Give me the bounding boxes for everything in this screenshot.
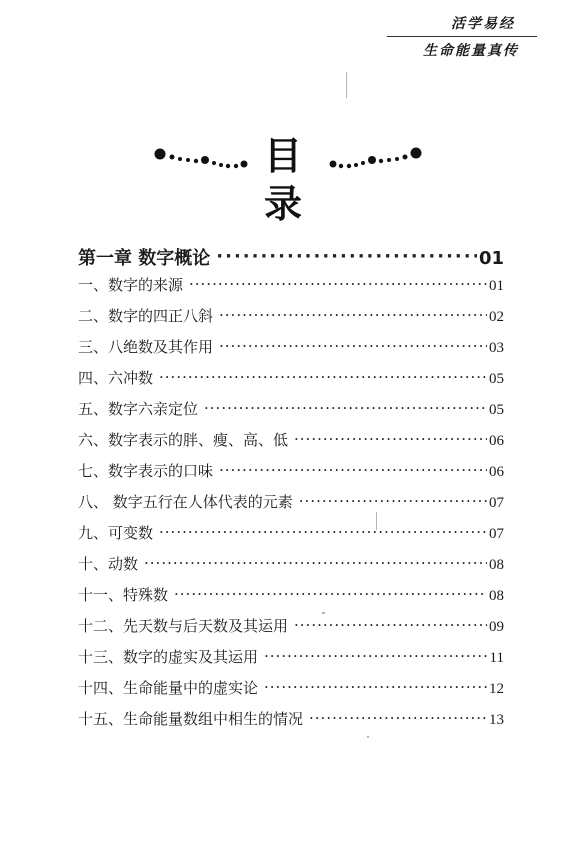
- toc-entry[interactable]: [78, 274, 504, 305]
- toc-entry-label: 三、八绝数及其作用: [78, 338, 214, 356]
- scan-artifact: [346, 72, 347, 98]
- dot-leader: [159, 523, 487, 538]
- toc-entry-label: 十二、先天数与后天数及其运用: [78, 617, 289, 635]
- toc-entry-label: 八、 数字五行在人体代表的元素: [78, 493, 293, 511]
- toc-entry-label: 一、数字的来源: [78, 276, 184, 294]
- running-header-book-title: 活学易经: [387, 14, 537, 37]
- toc-entry-page-number: 07: [489, 495, 504, 511]
- dot-leader: [219, 461, 487, 476]
- ornament-dot: [403, 155, 408, 160]
- ornament-dot: [361, 161, 365, 165]
- ornament-dot: [368, 156, 376, 164]
- toc-title-block: [0, 130, 561, 226]
- toc-entry[interactable]: [78, 491, 504, 522]
- ornament-dot: [212, 161, 216, 165]
- toc-entry-label: 十三、数字的虚实及其运用: [78, 648, 259, 666]
- toc-entry-label: 四、六冲数: [78, 369, 154, 387]
- toc-entry-label: 十一、特殊数: [78, 586, 169, 604]
- toc-entry-label: 七、数字表示的口味: [78, 462, 214, 480]
- dot-leader: [309, 709, 487, 724]
- toc-entry-page-number: 06: [489, 433, 504, 449]
- dot-leader: [144, 554, 487, 569]
- ornament-dot: [178, 157, 182, 161]
- toc-entry[interactable]: [78, 336, 504, 367]
- toc-entry[interactable]: [78, 522, 504, 553]
- toc-entry-page-number: 12: [489, 681, 504, 697]
- dot-leader: [264, 678, 487, 693]
- toc-entry-page-number: 01: [489, 278, 504, 294]
- toc-entry[interactable]: [78, 584, 504, 615]
- toc-entry-page-number: 05: [489, 371, 504, 387]
- dot-leader: [204, 399, 487, 414]
- ornament-dot: [186, 158, 190, 162]
- ornament-dot: [170, 155, 175, 160]
- toc-entry[interactable]: [78, 460, 504, 491]
- toc-entry-page-number: 06: [489, 464, 504, 480]
- toc-title: 目录: [263, 134, 316, 226]
- ornament-dot: [194, 159, 198, 163]
- toc-entry-page-number: 07: [489, 526, 504, 542]
- toc-entry-label: 十、动数: [78, 555, 139, 573]
- toc-entry[interactable]: [78, 646, 504, 677]
- toc-entry-page-number: 13: [489, 712, 504, 728]
- dot-leader: [219, 337, 487, 352]
- running-header-subtitle: 生命能量真传: [423, 43, 519, 59]
- toc-entry-page-number: 03: [489, 340, 504, 356]
- ornament-dot: [387, 158, 391, 162]
- toc-chapter-1[interactable]: [78, 244, 504, 274]
- toc-entry-label: 六、数字表示的胖、瘦、高、低: [78, 431, 289, 449]
- dot-leader: [294, 616, 487, 631]
- toc-entry-label: 第一章 数字概论: [78, 248, 211, 269]
- toc-entry[interactable]: [78, 615, 504, 646]
- dot-leader: [264, 647, 488, 662]
- table-of-contents: [78, 244, 504, 739]
- ornament-dot: [226, 164, 230, 168]
- toc-entry[interactable]: [78, 398, 504, 429]
- dot-leader: [174, 585, 487, 600]
- ornament-dot: [395, 157, 399, 161]
- dot-leader: [219, 306, 487, 321]
- dot-leader: [159, 368, 487, 383]
- running-header: [387, 14, 537, 61]
- toc-entry[interactable]: [78, 708, 504, 739]
- ornament-dot: [219, 163, 223, 167]
- toc-entry-label: 十四、生命能量中的虚实论: [78, 679, 259, 697]
- toc-entry-label: 九、可变数: [78, 524, 154, 542]
- ornament-dot: [411, 148, 422, 159]
- toc-entry-page-number: 08: [489, 588, 504, 604]
- toc-entry[interactable]: [78, 367, 504, 398]
- toc-entry-page-number: 08: [489, 557, 504, 573]
- toc-entry-label: 五、数字六亲定位: [78, 400, 199, 418]
- dot-leader: [189, 275, 487, 290]
- toc-entry-label: 十五、生命能量数组中相生的情况: [78, 710, 304, 728]
- toc-entry[interactable]: [78, 553, 504, 584]
- toc-entry-page-number: 01: [478, 248, 504, 269]
- dot-leader: [216, 246, 477, 264]
- toc-entry-page-number: 05: [489, 402, 504, 418]
- ornament-dot: [379, 159, 383, 163]
- dot-leader: [299, 492, 487, 507]
- toc-entry-page-number: 09: [489, 619, 504, 635]
- toc-entry[interactable]: [78, 429, 504, 460]
- ornament-dot: [347, 164, 351, 168]
- dot-leader: [294, 430, 487, 445]
- toc-entry-page-number: 11: [489, 650, 504, 666]
- ornament-dot: [234, 164, 238, 168]
- toc-entry-label: 二、数字的四正八斜: [78, 307, 214, 325]
- ornament-dot: [354, 163, 358, 167]
- ornament-dot: [155, 149, 166, 160]
- toc-entry[interactable]: [78, 305, 504, 336]
- toc-entry-page-number: 02: [489, 309, 504, 325]
- toc-entry[interactable]: [78, 677, 504, 708]
- ornament-dot: [201, 156, 209, 164]
